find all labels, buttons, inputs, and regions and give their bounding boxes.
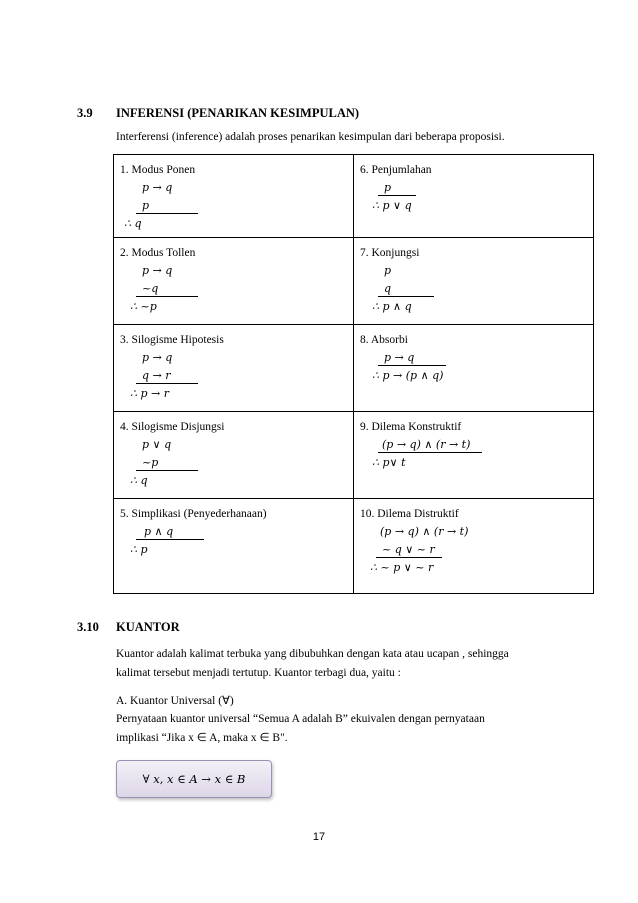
premise: ~p <box>136 456 198 471</box>
premise: p → q <box>142 351 173 364</box>
section-title: INFERENSI (PENARIKAN KESIMPULAN) <box>116 106 360 120</box>
paragraph-line: Pernyataan kuantor universal “Semua A adalah B” ekuivalen dengan pernyataan <box>116 713 485 725</box>
conclusion: ∴ ~p <box>130 300 157 313</box>
premise: p ∧ q <box>136 525 204 540</box>
universal-quantifier-formula-box <box>116 760 272 798</box>
rule-title: 9. Dilema Konstruktif <box>360 421 462 433</box>
section-number: 3.9 <box>77 106 93 120</box>
conclusion: ∴ ~ p ∨ ~ r <box>370 561 434 574</box>
rule-cell <box>114 412 354 499</box>
paragraph-line: implikasi “Jika x ∈ A, maka x ∈ B". <box>116 732 288 744</box>
rule-title: 2. Modus Tollen <box>120 247 196 259</box>
subsection-heading: A. Kuantor Universal (∀) <box>116 695 234 707</box>
premise: (p → q) ∧ (r → t) <box>380 525 469 538</box>
rule-cell <box>354 499 594 594</box>
premise: q <box>378 282 434 297</box>
paragraph-line: kalimat tersebut menjadi tertutup. Kuantor terbagi dua, yaitu : <box>116 667 401 679</box>
paragraph-line: Kuantor adalah kalimat terbuka yang dibubuhkan dengan kata atau ucapan , sehingga <box>116 648 509 660</box>
conclusion: ∴ p → (p ∧ q) <box>372 369 444 382</box>
conclusion: ∴ p <box>130 543 148 556</box>
conclusion: ∴ p∨ t <box>372 456 406 469</box>
conclusion: ∴ q <box>124 217 142 230</box>
premise: p <box>378 181 416 196</box>
rule-title: 3. Silogisme Hipotesis <box>120 334 224 346</box>
rule-title: 7. Konjungsi <box>360 247 420 259</box>
rule-cell <box>354 412 594 499</box>
premise: p → q <box>142 181 173 194</box>
formula-text: ∀ x, x ∈ A → x ∈ B <box>142 772 246 786</box>
rule-title: 10. Dilema Distruktif <box>360 508 459 520</box>
premise: ~q <box>136 282 198 297</box>
conclusion: ∴ p ∧ q <box>372 300 412 313</box>
conclusion: ∴ q <box>130 474 148 487</box>
rule-title: 4. Silogisme Disjungsi <box>120 421 225 433</box>
premise: p → q <box>378 351 446 366</box>
premise: p <box>384 264 392 277</box>
rule-title: 5. Simplikasi (Penyederhanaan) <box>120 508 267 520</box>
rule-title: 6. Penjumlahan <box>360 164 432 176</box>
intro-paragraph: Interferensi (inference) adalah proses penarikan kesimpulan dari beberapa proposisi. <box>116 131 505 143</box>
rule-cell <box>114 155 354 238</box>
section-title: KUANTOR <box>116 620 180 634</box>
premise: q → r <box>136 369 198 384</box>
premise: p <box>136 199 198 214</box>
rule-title: 1. Modus Ponen <box>120 164 196 176</box>
conclusion: ∴ p ∨ q <box>372 199 412 212</box>
premise: p ∨ q <box>142 438 172 451</box>
premise: ~ q ∨ ~ r <box>376 543 442 558</box>
rule-cell <box>114 238 354 325</box>
premise: p → q <box>142 264 173 277</box>
rule-cell <box>354 155 594 238</box>
section-number: 3.10 <box>77 620 99 634</box>
rule-cell <box>114 325 354 412</box>
conclusion: ∴ p → r <box>130 387 170 400</box>
rule-title: 8. Absorbi <box>360 334 408 346</box>
page-number: 17 <box>312 831 326 843</box>
inference-rules-table <box>113 154 594 594</box>
rule-cell <box>114 499 354 594</box>
premise: (p → q) ∧ (r → t) <box>378 438 482 453</box>
rule-cell <box>354 325 594 412</box>
rule-cell <box>354 238 594 325</box>
